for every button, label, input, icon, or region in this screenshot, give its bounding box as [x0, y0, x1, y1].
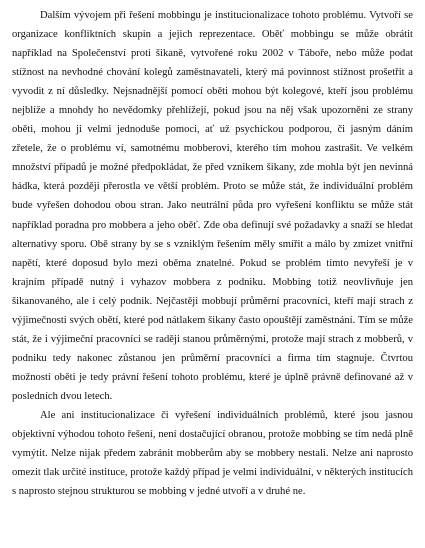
document-body: [12, 6, 413, 501]
paragraph-limitations: Ale ani institucionalizace či vyřešení individuálních problémů, které jsou jasnou objektivní výhodou tohoto řešení, není dostačující obranou, protože mobbing se tím nedá plně vymýtit. Nelze nijak předem zabránit mobberům aby se mobbery nestali. Nelze ani naprosto omezit tlak určité instituce, protože každý případ je velmi individuální, v některých institucích s naprosto stejnou strukturou se mobbing v jedné utvoří a v druhé ne.: [12, 409, 413, 498]
paragraph-institutionalization: Dalším vývojem při řešení mobbingu je institucionalizace tohoto problému. Vytvoří se organizace konfliktních skupin a jejich reprezentace. Oběť mobbingu se může obrátit například na Společenství proti šikaně, vytvořené roku 2002 v Táboře, nebo může podat stížnost na nevhodné chování kolegů zaměstnavateli, který má povinnost stížnost prošetřit a vyvodit z ní důsledky. Nejsnadnější pomocí oběti mohou být kolegové, kteří jsou problému nejblíže a mnohdy ho nevědomky přehlížejí, pokud jsou na něj však upozorněni ze strany oběti, mohou ji velmi jednoduše pomoci, ať už psychickou podporou, či jasným dáním zřetele, že o problému ví, samotnému mobberovi, kterého tím mohou zastrašit. Ve velkém množství případů je možné předpokládat, že před vznikem šikany, zde mohla být jen nevinná hádka, která později přerostla ve větší problém. Proto se může stát, že individuální problém bude vyřešen dohodou obou stran. Jako neutrální půda pro vyřešení konfliktu se může stát například poradna pro mobbera a jeho oběť. Zde oba definují své požadavky a snaží se hledat alternativy sporu. Obě strany by se s vzniklým řešením měly smířit a málo by zmizet vnitřní napětí, které doposud bylo mezi oběma znatelné. Pokud se problém tímto nevyřeší je v krajním případě nutný i vyhazov mobbera z podniku. Mobbing totiž neovlivňuje jen šikanovaného, ale i celý podnik. Nejčastěji mobbují průměrní pracovníci, kteří mají strach z výjimečnosti svých obětí, které pod nátlakem šikany často opouštějí zaměstnání. Tím se může stát, že i výjimeční pracovníci se raději stanou průměrnými, protože mají strach z mobberů, v podniku tedy nakonec zůstanou jen průměrní pracovníci a firma tím stagnuje. Čtvrtou možností oběti je tedy právní řešení tohoto problému, které je úplně právně definované až v posledních dvou letech.: [12, 10, 413, 402]
